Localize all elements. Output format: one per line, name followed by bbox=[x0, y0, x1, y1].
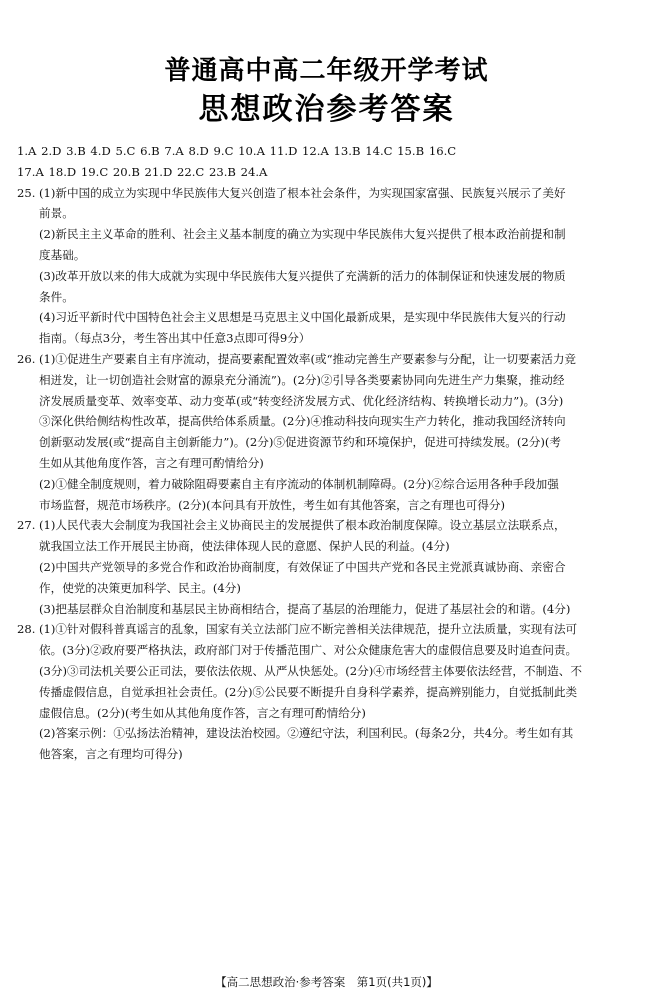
answer-line: 依。(3分)②政府要严格执法，政府部门对于传播范围广、对公众健康危害大的虚假信息要及时追查问责。 bbox=[39, 643, 578, 658]
choice-answers-line-1: 1.A 2.D 3.B 4.D 5.C 6.B 7.A 8.D 9.C 10.A 11.D 12.A 13.B 14.C 15.B 16.C bbox=[17, 144, 457, 158]
answer-line: (1)人民代表大会制度为我国社会主义协商民主的发展提供了根本政治制度保障。设立基层立法联系点， bbox=[39, 518, 566, 533]
answer-line: 前景。 bbox=[39, 206, 74, 221]
answer-line: 市场监督，规范市场秩序。(2分)(本问具有开放性，考生如有其他答案，言之有理也可得分) bbox=[39, 497, 506, 512]
choice-answer-key bbox=[17, 141, 639, 183]
answer-line: 就我国立法工作开展民主协商，使法律体现人民的意愿、保护人民的利益。(4分) bbox=[39, 539, 450, 554]
answer-line: 他答案，言之有理均可得分) bbox=[39, 747, 183, 762]
page-footer: 【高二思想政治·参考答案 第1页(共1页)】 bbox=[215, 975, 438, 989]
answer-line: (3)改革开放以来的伟大成就为实现中华民族伟大复兴提供了充满新的活力的体制保证和快速发展的物质 bbox=[39, 268, 566, 283]
answer-line: 作，使党的决策更加科学、民主。(4分) bbox=[39, 580, 241, 595]
answer-line: (2)①健全制度规则，着力破除阻碍要素自主有序流动的体制机制障碍。(2分)②综合运用各种手段加强 bbox=[39, 476, 559, 491]
answer-line: (1)①促进生产要素自主有序流动，提高要素配置效率(或“推动完善生产要素参与分配，让一切要素活力竞 bbox=[39, 351, 577, 366]
question-28 bbox=[17, 619, 639, 765]
answer-line: 生如从其他角度作答，言之有理可酌情给分) bbox=[39, 455, 264, 470]
answer-line: 相迸发，让一切创造社会财富的源泉充分涌流”)。(2分)②引导各类要素协同向先进生产力集聚，推动经 bbox=[39, 372, 565, 387]
answer-line: 济发展质量变革、效率变革、动力变革(或“转变经济发展方式、优化经济结构、转换增长动力”)。(3分) bbox=[39, 393, 564, 408]
answer-line: 传播虚假信息，自觉承担社会责任。(2分)⑤公民要不断提升自身科学素养，提高辨别能力，自觉抵制此类 bbox=[39, 684, 578, 699]
answer-line: (2)中国共产党领导的多党合作和政治协商制度，有效保证了中国共产党和各民主党派真诚协商、亲密合 bbox=[39, 559, 566, 574]
question-25 bbox=[17, 183, 639, 349]
answer-line: (3分)③司法机关要公正司法，要依法依规、从严从快惩处。(2分)④市场经营主体要依法经营，不制造、不 bbox=[39, 663, 582, 678]
answer-line: (2)新民主主义革命的胜利、社会主义基本制度的确立为实现中华民族伟大复兴提供了根本政治前提和制 bbox=[39, 227, 566, 242]
answer-line: (2)答案示例：①弘扬法治精神，建设法治校园。②遵纪守法，利国利民。(每条2分，共4分。考生如有其 bbox=[39, 726, 574, 741]
question-number: 25. bbox=[17, 185, 36, 200]
question-number: 28. bbox=[17, 622, 36, 637]
question-number: 27. bbox=[17, 518, 36, 533]
answer-line: 度基础。 bbox=[39, 247, 86, 262]
answer-line: (1)①针对假科普真谣言的乱象，国家有关立法部门应不断完善相关法律规范，提升立法质量，实现有法可 bbox=[39, 622, 578, 637]
answer-content bbox=[17, 141, 639, 765]
answer-line: 创新驱动发展(或“提高自主创新能力”)。(2分)⑤促进资源节约和环境保护，促进可持续发展。(2分)(考 bbox=[39, 435, 562, 450]
answer-line: ③深化供给侧结构性改革，提高供给体系质量。(2分)④推动科技向现实生产力转化，推动我国经济转向 bbox=[39, 414, 566, 429]
exam-title: 普通高中高二年级开学考试 bbox=[164, 56, 489, 86]
answer-line: 虚假信息。(2分)(考生如从其他角度作答，言之有理可酌情给分) bbox=[39, 705, 366, 720]
answer-line: (1)新中国的成立为实现中华民族伟大复兴创造了根本社会条件，为实现国家富强、民族复兴展示了美好 bbox=[39, 185, 566, 200]
answer-line: (3)把基层群众自治制度和基层民主协商相结合，提高了基层的治理能力，促进了基层社会的和谐。(4分) bbox=[39, 601, 571, 616]
answer-line: 条件。 bbox=[39, 289, 74, 304]
question-27 bbox=[17, 515, 639, 619]
question-number: 26. bbox=[17, 351, 36, 366]
exam-subtitle: 思想政治参考答案 bbox=[198, 92, 455, 127]
answer-line: 指南。（每点3分，考生答出其中任意3点即可得9分） bbox=[39, 331, 311, 346]
question-26 bbox=[17, 349, 639, 515]
choice-answers-line-2: 17.A 18.D 19.C 20.B 21.D 22.C 23.B 24.A bbox=[17, 164, 268, 179]
answer-line: (4)习近平新时代中国特色社会主义思想是马克思主义中国化最新成果，是实现中华民族伟大复兴的行动 bbox=[39, 310, 566, 325]
